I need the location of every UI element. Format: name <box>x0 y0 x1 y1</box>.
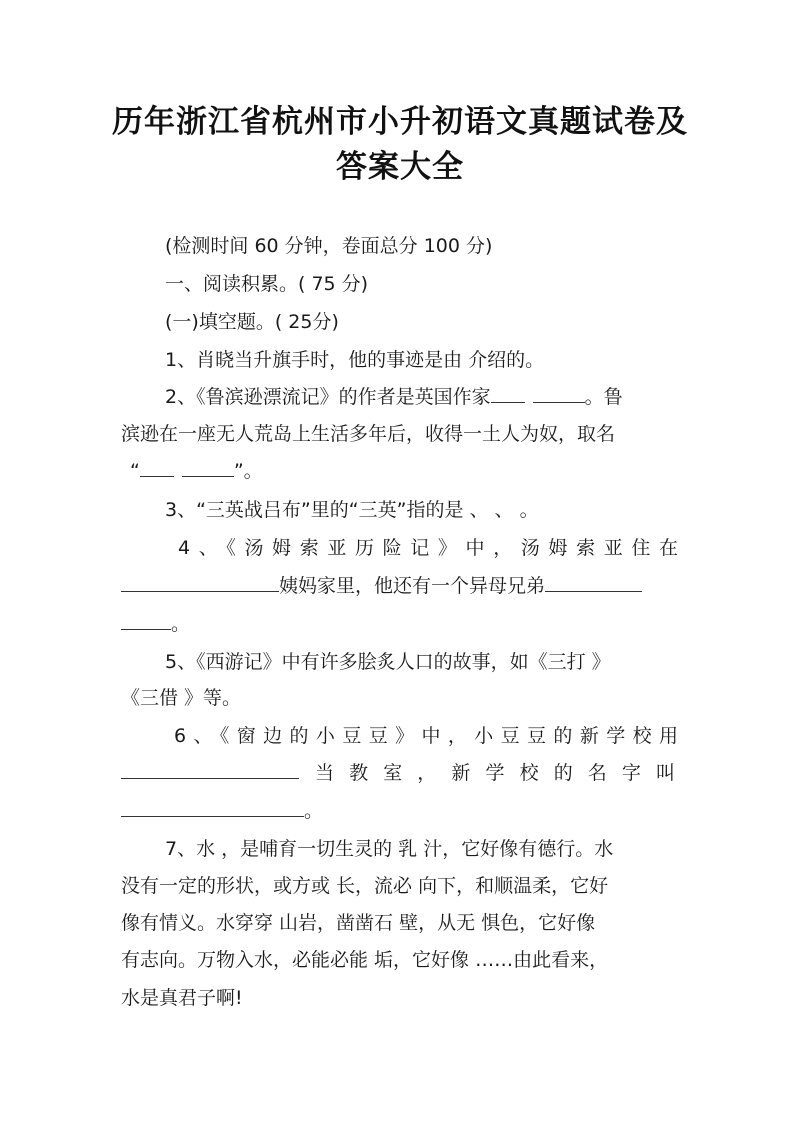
question-7-line3: 像有情义。水穿穿 山岩，凿凿石 壁，从无 惧色，它好像 <box>121 912 596 934</box>
answer-blank[interactable] <box>121 760 299 779</box>
question-7-line4: 有志向。万物入水，必能必能 垢，它好像 ……由此看来， <box>121 949 609 971</box>
question-4-text-b: 姨妈家里，他还有一个异母兄弟 <box>279 575 546 597</box>
question-6-line1: 6、《窗边的小豆豆》中，小豆豆的新学校用 <box>174 725 678 747</box>
question-2-line2: 滨逊在一座无人荒岛上生活多年后，收得一土人为奴，取名 <box>121 423 616 445</box>
question-5-line2: 《三借 》等。 <box>121 687 242 709</box>
question-6-line2 <box>121 760 678 786</box>
answer-blank[interactable] <box>533 384 585 403</box>
question-3: 3、“三英战吕布”里的“三英”指的是 、 、 。 <box>165 499 539 521</box>
question-2-text-a: 2、《鲁滨逊漂流记》的作者是英国作家 <box>165 386 491 408</box>
question-4-line2 <box>121 573 642 599</box>
question-5-line1: 5、《西游记》中有许多脍炙人口的故事，如《三打 》 <box>165 651 611 673</box>
answer-blank[interactable] <box>545 573 642 592</box>
question-7-line1: 7、水 ，是哺育一切生灵的 乳 汁，它好像有德行。水 <box>165 838 614 860</box>
sub-section-heading: (一)填空题。( 25分) <box>165 311 339 333</box>
answer-blank[interactable] <box>491 384 525 403</box>
question-2-open-quote: “ <box>130 460 140 482</box>
answer-blank[interactable] <box>182 458 234 477</box>
answer-blank[interactable] <box>121 573 279 592</box>
question-7-line5: 水是真君子啊! <box>121 987 243 1009</box>
document-title-line2: 答案大全 <box>336 149 464 185</box>
question-6-line3 <box>121 798 323 824</box>
question-6-text-c: 。 <box>304 800 324 822</box>
question-7-line2: 没有一定的形状，或方或 长，流必 向下，和顺温柔，它好 <box>121 875 609 897</box>
answer-blank[interactable] <box>121 611 171 630</box>
duration-note: (检测时间 60 分钟，卷面总分 100 分) <box>165 235 493 257</box>
answer-blank[interactable] <box>121 798 304 817</box>
document-title-line1: 历年浙江省杭州市小升初语文真题试卷及 <box>112 104 688 140</box>
question-1: 1、肖晓当升旗手时，他的事迹是由 介绍的。 <box>165 349 545 371</box>
question-6-text-b: 当 教 室 ， 新 学 校 的 名 字 叫 <box>315 762 675 784</box>
question-2-text-b: 。鲁 <box>584 386 623 408</box>
question-4-line3 <box>121 611 190 637</box>
question-2-line1 <box>165 384 623 410</box>
section-heading: 一、阅读积累。( 75 分) <box>165 273 369 295</box>
question-2-line3 <box>130 458 263 484</box>
question-2-close-quote: ”。 <box>233 460 263 482</box>
question-4-text-c: 。 <box>171 613 191 635</box>
question-4-line1: 4、《汤姆索亚历险记》中，汤姆索亚住在 <box>178 537 678 559</box>
answer-blank[interactable] <box>140 458 174 477</box>
